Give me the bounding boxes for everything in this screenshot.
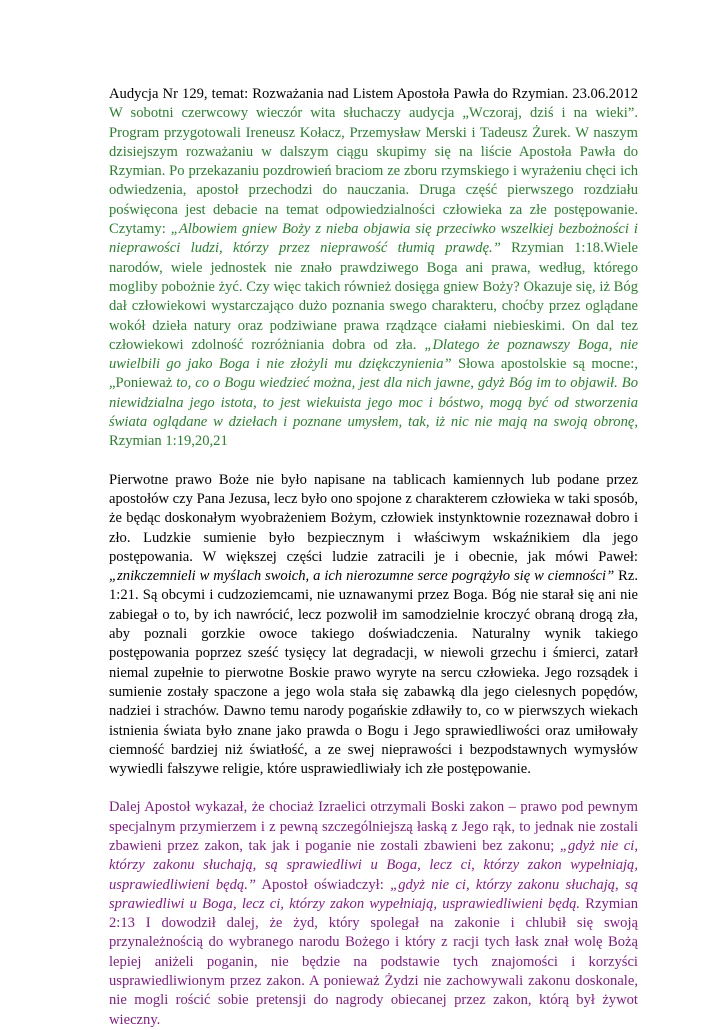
scripture-quote: to, co o Bogu wiedzieć można, jest dla nich jawne, gdyż Bóg im to objawił. Bo niewidzialna jego istota, to jest wiekuista jego moc i bóstwo, mogą być od stworzenia świata oglądane w dziełach i poznane umysłem, tak, iż nic nie mają na swoją obronę,: [109, 375, 638, 431]
scripture-quote: „gdyż nie ci, którzy zakonu słuchają, są sprawiedliwi u Boga, lecz ci, którzy zakon wypełniają, usprawiedliwieni będą.: [109, 876, 638, 912]
body-text: Rz. 1:21. Są obcymi i cudzoziemcami, nie uznawanymi przez Boga. Bóg nie starał się ani nie zabiegał o to, by ich nawrócić, lecz pozwolił im samodzielnie kroczyć obraną drogą zła, aby poznali gorzkie owoce takiego doświadczenia. Naturalny wynik takiego postępowania poprzez sześć tysięcy lat degradacji, w niewoli grzechu i śmierci, zatarł niemal zupełnie to pierwotne Boskie prawo wyryte na sercu człowieka. Jego rozsądek i sumienie zostały spaczone a jego wola stała się zabawką dla jego cielesnych popędów, nadziei i strachów. Dawno temu narody pogańskie zdławiły to, co w pierwszych wiekach istnienia świata było znane jako prawda o Bogu i Jego sprawiedliwości oraz umiłowały ciemność bardziej niż światłość, a ze swej nieprawości i bezpodstawnych wymysłów wywiedli fałszywe religie, które usprawiedliwiały ich złe postępowanie.: [109, 568, 638, 778]
paragraph-israel: [109, 798, 638, 1030]
body-text: Wiele narodów, wiele jednostek nie znało prawdziwego Boga ani prawa, według, którego mogliby pobożnie żyć. Czy więc takich również dosięga gniew Boży? Okazuje się, iż Bóg dał człowiekowi wystarczająco dużo poznania swego charakteru, choćby przez oglądane wokół dzieła natury oraz podziwiane prawa rządzące ciałami niebieskimi. On dal tez człowiekowi zdolność rozróżniania dobra od zła.: [109, 240, 638, 353]
body-text: Dalej Apostoł wykazał, że chociaż Izraelici otrzymali Boski zakon – prawo pod pewnym specjalnym przymierzem i z pewną szczególniejszą łaską z Jego rąk, to jednak nie zostali zbawieni przez zakon, tak jak i poganie nie zostali zbawieni bez zakonu;: [109, 799, 638, 854]
paragraph-law: [109, 471, 638, 780]
body-text: „Ponieważ: [109, 375, 177, 392]
scripture-quote: „Dlatego że poznawszy Boga, nie uwielbili go jako Boga i nie złożyli mu dziękczynienia”: [109, 336, 638, 373]
document-page: [109, 85, 638, 1030]
scripture-quote: „gdyż nie ci, którzy zakonu słuchają, są sprawiedliwi u Boga, lecz ci, którzy zakon wypełniają, usprawiedliwieni będą.”: [109, 837, 638, 893]
body-text: Rzymian 2:13 I dowodził dalej, że żyd, który spolegał na zakonie i chlubił się swoją przynależnością do wybranego narodu Bożego i który z racji tych łask znał wolę Bożą lepiej aniżeli poganin, nie będzie na podstawie tych znajomości i korzyści usprawiedliwionym przez zakon. A ponieważ Żydzi nie zachowywali zakonu doskonale, nie mogli rościć sobie pretensji do nagrody obiecanej przez zakon, którą był żywot wieczny.: [109, 895, 638, 1028]
scripture-reference: Rzymian 1:19,20,21: [109, 433, 228, 450]
body-text: Pierwotne prawo Boże nie było napisane na tablicach kamiennych lub podane przez apostołów czy Pana Jezusa, lecz było ono spojone z charakterem człowieka w taki sposób, że będąc doskonałym wyobrażeniem Bożym, człowiek instynktownie rozeznawał dobro i zło. Ludzkie sumienie było bezpiecznym i właściwym wskaźnikiem dla jego postępowania. W większej części ludzie zatracili je i obecnie, jak mówi Paweł:: [109, 471, 638, 565]
body-text: Apostoł oświadczył:: [256, 876, 391, 893]
intro-text: W sobotni czerwcowy wieczór wita słuchaczy audycja „Wczoraj, dziś i na wieki”. Program przygotowali Ireneusz Kołacz, Przemysław Merski i Tadeusz Żurek. W naszym dzisiejszym rozważaniu w dalszym ciągu skupimy się na liście Apostoła Pawła do Rzymian. Po przekazaniu pozdrowień braciom ze zboru rzymskiego i wyrażeniu chęci ich odwiedzenia, apostoł przechodzi do nauczania. Druga część pierwszego rozdziału poświęcona jest debacie na temat odpowiedzialności człowieka za złe postępowanie. Czytamy:: [109, 105, 638, 238]
paragraph-intro: [109, 85, 638, 452]
scripture-quote: „Albowiem gniew Boży z nieba objawia się przeciwko wszelkiej bezbożności i nieprawości ludzi, którzy przez nieprawość tłumią prawdę.”: [109, 221, 638, 257]
scripture-quote: „znikczemnieli w myślach swoich, a ich nierozumne serce pogrążyło się w ciemności”: [109, 568, 615, 585]
scripture-reference: Rzymian 1:18.: [500, 240, 604, 257]
body-text: Słowa apostolskie są mocne:,: [451, 356, 638, 373]
document-header: Audycja Nr 129, temat: Rozważania nad Listem Apostoła Pawła do Rzymian. 23.06.2012: [109, 86, 638, 102]
